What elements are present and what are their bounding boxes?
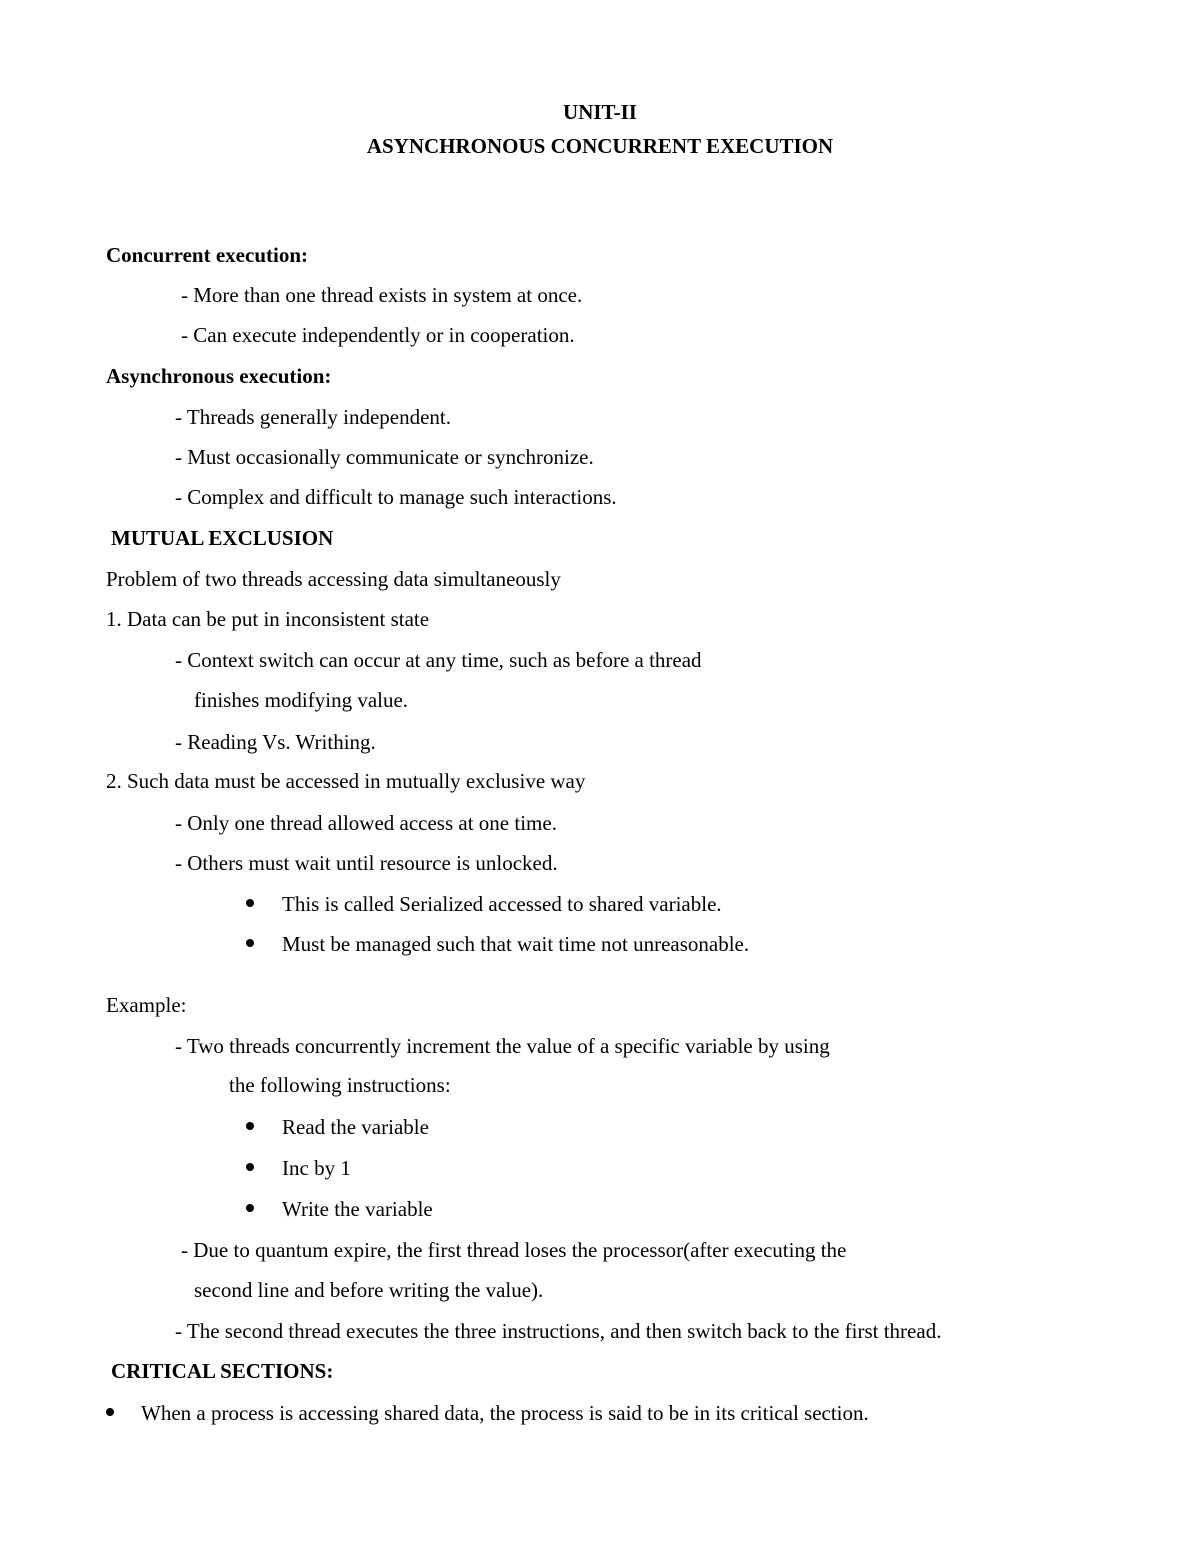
serialized-bullet: This is called Serialized accessed to shared variable. — [282, 892, 722, 916]
critical-sections-heading: CRITICAL SECTIONS: — [111, 1359, 334, 1383]
bullet-icon — [246, 939, 254, 947]
example-line-2: the following instructions: — [229, 1073, 451, 1097]
concurrent-execution-heading: Concurrent execution: — [106, 243, 308, 267]
asynchronous-item: - Threads generally independent. — [175, 405, 452, 429]
bullet-icon — [246, 899, 254, 907]
point-1: 1. Data can be put in inconsistent state — [106, 607, 430, 631]
wait-time-bullet: Must be managed such that wait time not unreasonable. — [282, 932, 750, 956]
critical-section-bullet: When a process is accessing shared data, the process is said to be in its critical section. — [141, 1401, 869, 1425]
instruction-step: Write the variable — [282, 1197, 433, 1221]
quantum-expire-continued: second line and before writing the value). — [194, 1278, 544, 1302]
mutual-exclusion-heading: MUTUAL EXCLUSION — [111, 526, 334, 550]
asynchronous-execution-heading: Asynchronous execution: — [106, 364, 332, 388]
point-1-sub-1-continued: finishes modifying value. — [194, 688, 409, 712]
bullet-icon — [246, 1122, 254, 1130]
asynchronous-item: - Complex and difficult to manage such interactions. — [175, 485, 617, 509]
example-label: Example: — [106, 993, 187, 1017]
unit-heading: UNIT-II — [563, 100, 637, 124]
point-2-sub-2: - Others must wait until resource is unlocked. — [175, 851, 558, 875]
concurrent-item: - Can execute independently or in cooperation. — [181, 323, 575, 347]
bullet-icon — [246, 1204, 254, 1212]
bullet-icon — [106, 1408, 114, 1416]
document-title: ASYNCHRONOUS CONCURRENT EXECUTION — [366, 134, 834, 158]
mutual-exclusion-intro: Problem of two threads accessing data simultaneously — [106, 567, 561, 591]
point-2: 2. Such data must be accessed in mutually exclusive way — [106, 769, 586, 793]
concurrent-item: - More than one thread exists in system at once. — [181, 283, 583, 307]
second-thread-line: - The second thread executes the three instructions, and then switch back to the first thread. — [175, 1319, 942, 1343]
bullet-icon — [246, 1163, 254, 1171]
instruction-step: Inc by 1 — [282, 1156, 351, 1180]
asynchronous-item: - Must occasionally communicate or synchronize. — [175, 445, 594, 469]
instruction-step: Read the variable — [282, 1115, 429, 1139]
example-line-1: - Two threads concurrently increment the value of a specific variable by using — [175, 1034, 830, 1058]
quantum-expire-line: - Due to quantum expire, the first thread loses the processor(after executing the — [181, 1238, 847, 1262]
point-2-sub-1: - Only one thread allowed access at one time. — [175, 811, 557, 835]
point-1-sub-2: - Reading Vs. Writhing. — [175, 730, 376, 754]
point-1-sub-1: - Context switch can occur at any time, such as before a thread — [175, 648, 702, 672]
